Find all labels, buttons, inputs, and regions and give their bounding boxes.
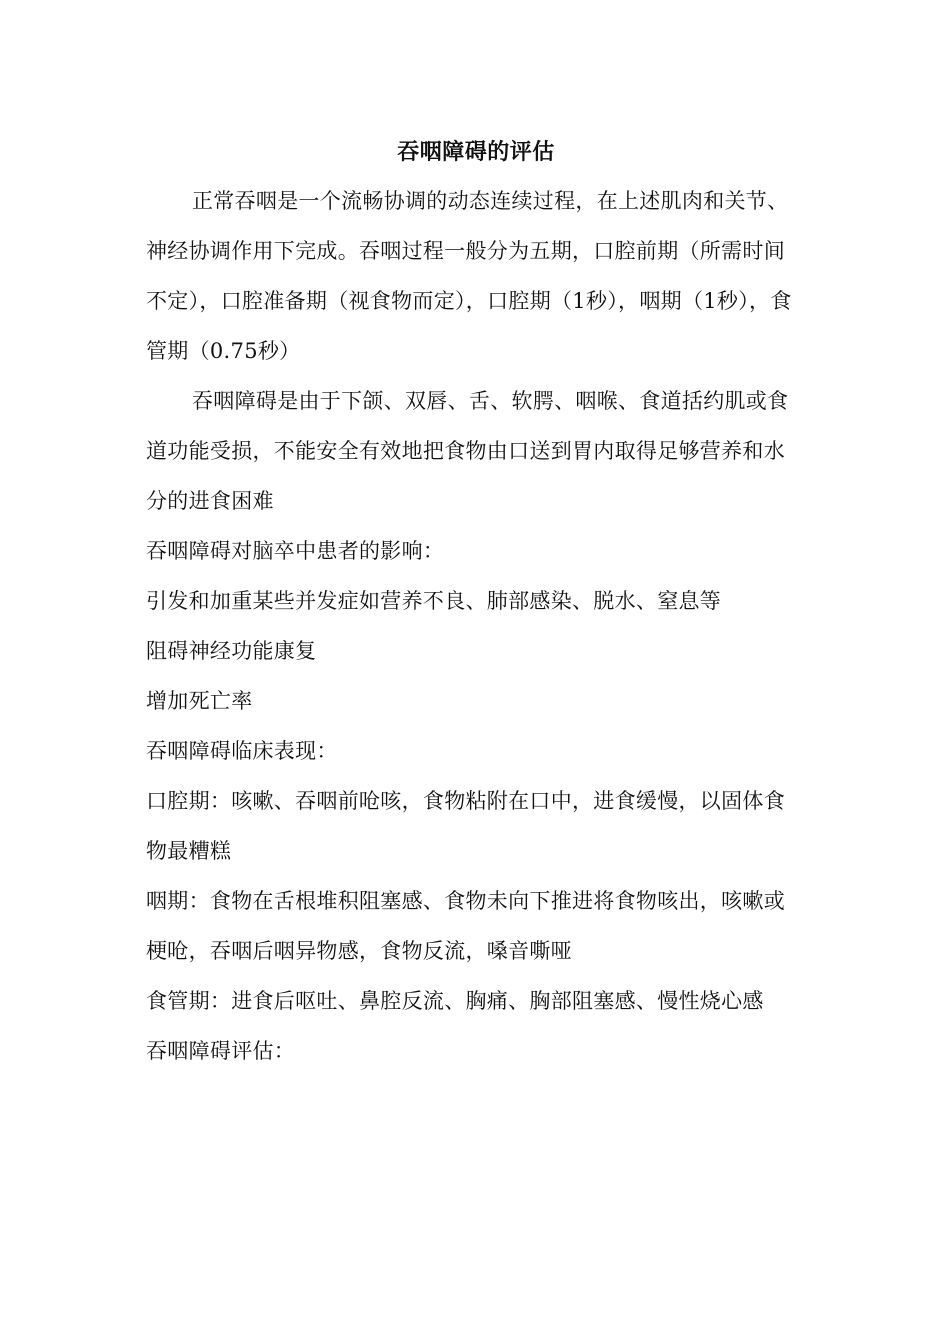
effects-item: 增加死亡率 <box>146 689 253 713</box>
clinical-heading: 吞咽障碍临床表现： <box>146 739 338 763</box>
effects-item: 阻碍神经功能康复 <box>146 639 317 663</box>
effects-item: 引发和加重某些并发症如营养不良、肺部感染、脱水、窒息等 <box>146 589 722 613</box>
effects-heading: 吞咽障碍对脑卒中患者的影响： <box>146 539 445 563</box>
assessment-heading: 吞咽障碍评估： <box>146 1039 296 1063</box>
document-title: 吞咽障碍的评估 <box>397 139 555 165</box>
clinical-item: 食管期：进食后呕吐、鼻腔反流、胸痛、胸部阻塞感、慢性烧心感 <box>146 989 764 1013</box>
paragraph-dysphagia-definition: 吞咽障碍是由于下颌、双唇、舌、软腭、咽喉、食道括约肌或食道功能受损，不能安全有效地把食物由口送到胃内取得足够营养和水分的进食困难 <box>146 389 789 513</box>
clinical-item: 咽期：食物在舌根堆积阻塞感、食物未向下推进将食物咳出，咳嗽或梗呛，吞咽后咽异物感，食物反流，嗓音嘶哑 <box>146 889 785 963</box>
document-body <box>146 130 806 1076</box>
clinical-item: 口腔期：咳嗽、吞咽前呛咳，食物粘附在口中，进食缓慢，以固体食物最糟糕 <box>146 789 785 863</box>
paragraph-normal-swallowing: 正常吞咽是一个流畅协调的动态连续过程，在上述肌肉和关节、神经协调作用下完成。吞咽过程一般分为五期，口腔前期（所需时间不定），口腔准备期（视食物而定），口腔期（1秒），咽期（1秒），食管期（0.75秒） <box>146 189 792 363</box>
